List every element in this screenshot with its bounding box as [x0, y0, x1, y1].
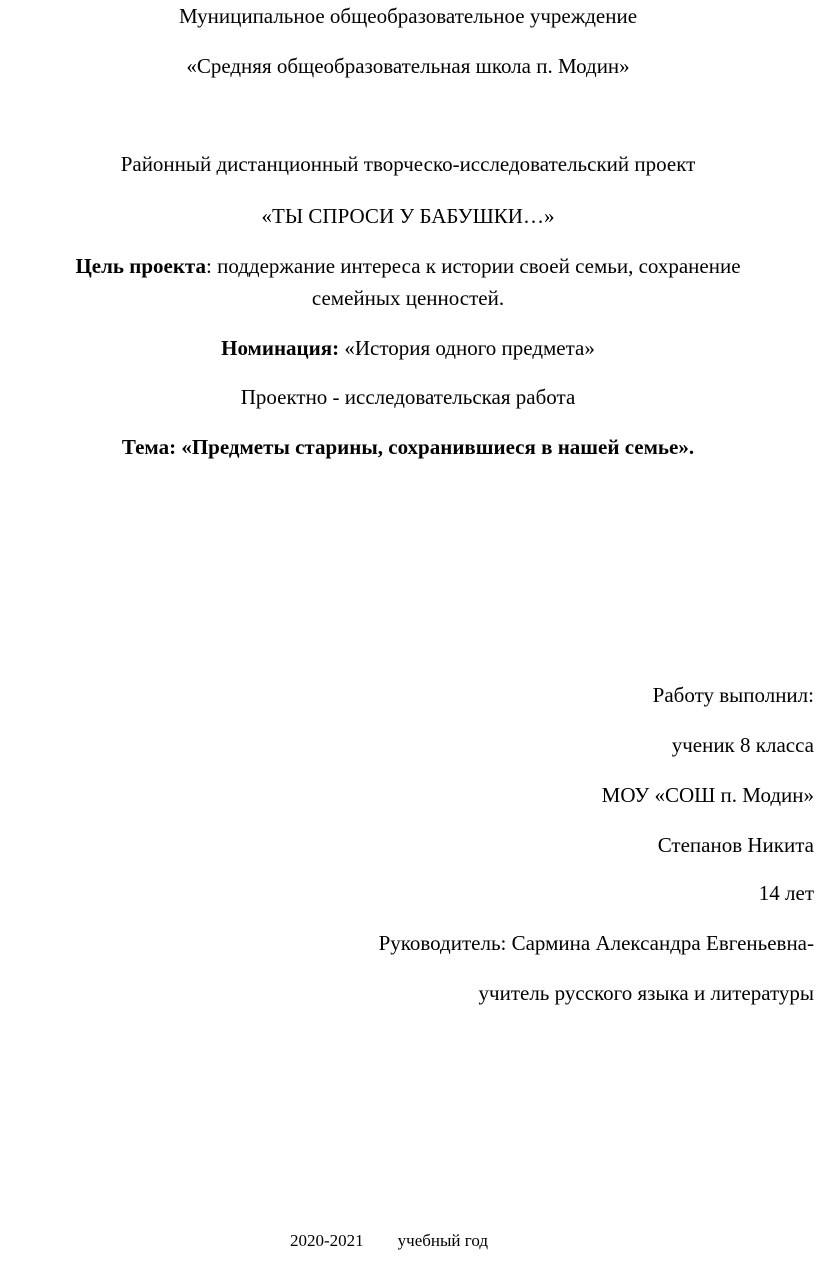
author-label: Работу выполнил: — [652, 683, 814, 707]
institution-line-1: Муниципальное общеобразовательное учреждение — [178, 4, 638, 28]
author-age: 14 лет — [758, 881, 814, 905]
work-type: Проектно - исследовательская работа — [240, 385, 576, 409]
supervisor-role: учитель русского языка и литературы — [478, 981, 814, 1005]
institution-line-2: «Средняя общеобразовательная школа п. Модин» — [186, 54, 630, 78]
supervisor: Руководитель: Сармина Александра Евгеньевна- — [378, 931, 814, 955]
author-grade: ученик 8 класса — [671, 733, 814, 757]
author-name: Степанов Никита — [657, 833, 814, 857]
project-goal-line-1 — [0, 253, 816, 279]
project-name: «ТЫ СПРОСИ У БАБУШКИ…» — [261, 204, 555, 228]
goal-text: : поддержание интереса к истории своей семьи, сохранение — [206, 254, 741, 278]
topic: Тема: «Предметы старины, сохранившиеся в нашей семье». — [121, 435, 695, 459]
academic-year-value: 2020-2021 — [290, 1231, 364, 1250]
author-school: МОУ «СОШ п. Модин» — [601, 783, 814, 807]
nomination-label: Номинация: — [221, 336, 340, 360]
project-type: Районный дистанционный творческо-исследовательский проект — [120, 152, 696, 176]
nomination-value: «История одного предмета» — [339, 336, 595, 360]
nomination — [0, 335, 816, 361]
project-goal-line-2: семейных ценностей. — [311, 286, 505, 310]
academic-year-label: учебный год — [397, 1231, 488, 1250]
goal-label: Цель проекта — [75, 254, 207, 278]
academic-year — [290, 1228, 488, 1254]
